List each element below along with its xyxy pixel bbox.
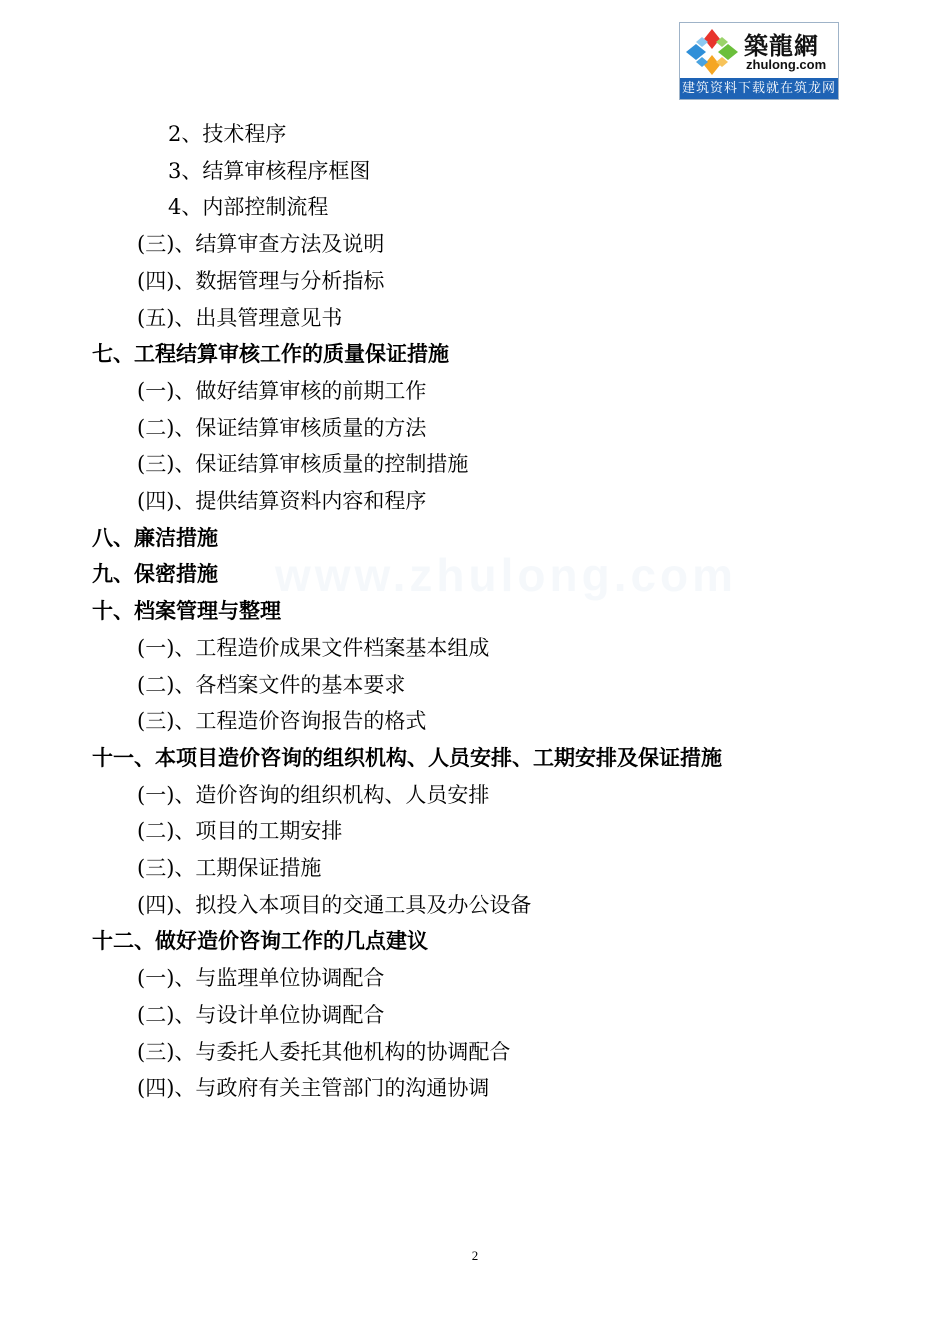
toc-entry: (三)、工程造价咨询报告的格式	[137, 709, 427, 733]
toc-heading: 九、保密措施	[92, 562, 218, 586]
logo-url: zhulong.com	[746, 57, 827, 72]
toc-entry: (四)、数据管理与分析指标	[137, 269, 385, 293]
toc-entry: (一)、与监理单位协调配合	[137, 966, 385, 990]
logo-mark-icon	[684, 27, 740, 77]
logo-header	[680, 23, 838, 79]
toc-entry: (四)、提供结算资料内容和程序	[137, 489, 427, 513]
toc-entry: (三)、保证结算审核质量的控制措施	[137, 452, 469, 476]
toc-entry: 2、技术程序	[168, 122, 287, 146]
toc-entry: (一)、工程造价成果文件档案基本组成	[137, 636, 490, 660]
toc-entry: (四)、与政府有关主管部门的沟通协调	[137, 1076, 490, 1100]
logo-name: 築龍網	[744, 31, 819, 60]
toc-heading: 十、档案管理与整理	[92, 599, 281, 623]
toc-entry: (一)、做好结算审核的前期工作	[137, 379, 427, 403]
toc-entry: (二)、与设计单位协调配合	[137, 1003, 385, 1027]
toc-entry: (一)、造价咨询的组织机构、人员安排	[137, 783, 490, 807]
toc-entry: (五)、出具管理意见书	[137, 306, 343, 330]
toc-entry: (四)、拟投入本项目的交通工具及办公设备	[137, 893, 532, 917]
toc-heading: 十一、本项目造价咨询的组织机构、人员安排、工期安排及保证措施	[92, 746, 722, 770]
logo-slogan: 建筑资料下载就在筑龙网	[680, 78, 838, 99]
toc-entry: 4、内部控制流程	[168, 195, 329, 219]
zhulong-logo	[679, 22, 839, 100]
toc-entry: (二)、项目的工期安排	[137, 819, 343, 843]
toc-entry: (三)、结算审查方法及说明	[137, 232, 385, 256]
toc-heading: 八、廉洁措施	[92, 526, 218, 550]
toc-heading: 十二、做好造价咨询工作的几点建议	[92, 929, 428, 953]
toc-entry: (三)、工期保证措施	[137, 856, 322, 880]
toc-entry: (二)、保证结算审核质量的方法	[137, 416, 427, 440]
toc-heading: 七、工程结算审核工作的质量保证措施	[92, 342, 449, 366]
page-number: 2	[471, 1248, 479, 1263]
toc-entry: (二)、各档案文件的基本要求	[137, 673, 406, 697]
toc-entry: 3、结算审核程序框图	[168, 159, 371, 183]
toc-entry: (三)、与委托人委托其他机构的协调配合	[137, 1040, 511, 1064]
watermark: www.zhulong.com	[275, 549, 738, 601]
